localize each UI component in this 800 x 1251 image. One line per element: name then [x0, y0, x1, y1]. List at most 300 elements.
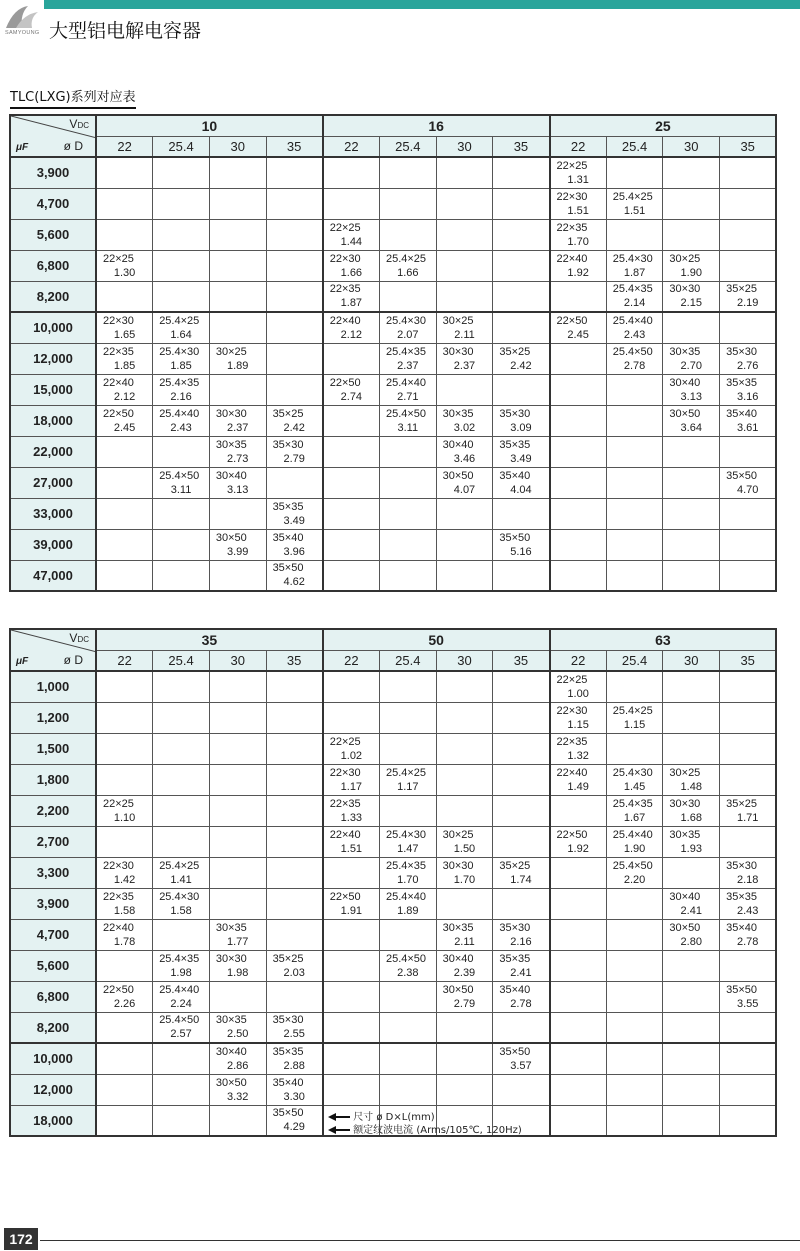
table-cell	[663, 250, 720, 281]
table-cell	[436, 919, 493, 950]
ripple-current: 2.70	[680, 359, 702, 372]
table-cell	[720, 1012, 777, 1043]
table-row	[10, 919, 776, 950]
table-cell	[96, 498, 153, 529]
table-cell	[436, 467, 493, 498]
table-cell	[606, 826, 663, 857]
ripple-current: 1.90	[680, 266, 702, 279]
table-cell	[436, 405, 493, 436]
capacitance-label: 1,800	[10, 764, 96, 795]
table-cell	[323, 560, 380, 591]
table-cell	[96, 826, 153, 857]
diameter-header: 30	[209, 650, 266, 671]
capacitance-label: 5,600	[10, 219, 96, 250]
table-cell	[379, 250, 436, 281]
table-cell	[550, 826, 607, 857]
table-cell	[436, 250, 493, 281]
ripple-current: 1.66	[340, 266, 363, 279]
ripple-current: 2.76	[736, 359, 759, 372]
table-cell	[493, 529, 550, 560]
case-size: 30×30	[669, 797, 701, 810]
table-cell	[606, 795, 663, 826]
table-cell	[153, 250, 210, 281]
ripple-current: 1.85	[170, 359, 192, 372]
table-cell	[606, 529, 663, 560]
table-cell	[493, 281, 550, 312]
diameter-header: 25.4	[379, 650, 436, 671]
table-cell	[96, 467, 153, 498]
case-size: 25.4×25	[159, 314, 200, 327]
diameter-header: 25.4	[606, 136, 663, 157]
case-size: 22×25	[329, 221, 361, 234]
header-accent-bar	[44, 0, 800, 9]
table-cell	[436, 702, 493, 733]
ripple-current: 2.78	[736, 935, 759, 948]
case-size: 35×40	[499, 469, 531, 482]
case-size: 25.4×50	[385, 407, 427, 420]
table-cell	[493, 671, 550, 702]
vdc-label: VDC	[69, 631, 89, 645]
ripple-current: 1.30	[113, 266, 136, 279]
case-size: 25.4×40	[612, 828, 653, 841]
ripple-current: 3.16	[736, 390, 759, 403]
ripple-current: 3.13	[227, 483, 249, 496]
ripple-current: 1.58	[113, 904, 136, 917]
ripple-current: 2.37	[227, 421, 249, 434]
ripple-current: 2.74	[340, 390, 363, 403]
table-cell	[550, 250, 607, 281]
capacitance-label: 39,000	[10, 529, 96, 560]
table-cell	[266, 374, 323, 405]
table-cell	[663, 981, 720, 1012]
diameter-header: 35	[493, 136, 550, 157]
table-cell	[209, 857, 266, 888]
table-cell	[209, 702, 266, 733]
case-size: 22×50	[103, 983, 134, 996]
case-size: 35×25	[726, 283, 757, 296]
table-cell	[266, 1105, 323, 1136]
table-cell	[266, 250, 323, 281]
ripple-current: 1.15	[623, 718, 646, 731]
diameter-header: 30	[209, 136, 266, 157]
case-size: 25.4×35	[159, 376, 200, 389]
case-size: 30×30	[215, 407, 247, 420]
diameter-header: 30	[663, 650, 720, 671]
table-cell	[436, 312, 493, 343]
table-cell	[720, 250, 777, 281]
case-size: 22×35	[329, 283, 361, 296]
case-size: 30×30	[215, 952, 247, 965]
table-cell	[209, 981, 266, 1012]
table-cell	[209, 950, 266, 981]
ripple-current: 2.15	[680, 297, 702, 310]
capacitance-label: 12,000	[10, 1074, 96, 1105]
table-cell	[436, 343, 493, 374]
table-cell	[323, 857, 380, 888]
ripple-current: 1.92	[567, 266, 589, 279]
ripple-current: 3.55	[736, 997, 759, 1010]
case-size: 30×50	[442, 469, 474, 482]
table-cell	[493, 188, 550, 219]
table-cell	[493, 919, 550, 950]
table-cell	[550, 312, 607, 343]
table-cell	[266, 188, 323, 219]
table-cell	[379, 702, 436, 733]
table-cell	[606, 250, 663, 281]
table-cell	[379, 950, 436, 981]
table-cell	[96, 1105, 153, 1136]
ripple-current: 2.37	[397, 359, 419, 372]
ripple-current: 1.10	[113, 811, 136, 824]
table-cell	[209, 405, 266, 436]
table-cell	[323, 795, 380, 826]
case-size: 22×35	[103, 890, 134, 903]
case-size: 25.4×40	[385, 376, 427, 389]
ripple-current: 3.99	[227, 545, 249, 558]
table-cell	[209, 281, 266, 312]
ripple-current: 1.67	[623, 811, 646, 824]
case-size: 22×40	[329, 314, 361, 327]
table-cell	[493, 950, 550, 981]
ripple-current: 4.07	[453, 483, 476, 496]
table-cell	[663, 919, 720, 950]
ripple-current: 2.43	[623, 328, 646, 341]
ripple-current: 4.62	[283, 576, 305, 589]
table-row	[10, 702, 776, 733]
ripple-current: 3.57	[510, 1059, 532, 1072]
table-cell	[720, 1105, 777, 1136]
case-size: 30×40	[215, 1045, 247, 1058]
table-cell	[323, 343, 380, 374]
table-cell	[663, 188, 720, 219]
table-cell	[550, 1105, 607, 1136]
table-cell	[663, 312, 720, 343]
table-cell	[663, 560, 720, 591]
ripple-current: 2.18	[736, 873, 759, 886]
capacitance-label: 10,000	[10, 1043, 96, 1074]
ripple-current: 1.58	[170, 904, 192, 917]
ripple-current: 1.47	[397, 842, 419, 855]
table-cell	[606, 157, 663, 188]
table-cell	[379, 857, 436, 888]
table-cell	[96, 312, 153, 343]
ripple-current: 1.70	[397, 873, 419, 886]
ripple-current: 2.03	[283, 966, 305, 979]
table-cell	[209, 436, 266, 467]
case-size: 30×30	[669, 283, 701, 296]
legend-size-line	[328, 1111, 522, 1124]
capacitance-label: 1,200	[10, 702, 96, 733]
case-size: 30×35	[215, 438, 247, 451]
table-cell	[209, 764, 266, 795]
table-cell	[153, 281, 210, 312]
case-size: 35×50	[499, 531, 531, 544]
table-cell	[323, 281, 380, 312]
capacitance-label: 6,800	[10, 981, 96, 1012]
ripple-current: 3.32	[227, 1090, 249, 1103]
ripple-current: 1.49	[567, 780, 589, 793]
table-cell	[720, 888, 777, 919]
ripple-current: 3.30	[283, 1090, 305, 1103]
case-size: 25.4×25	[159, 859, 200, 872]
ripple-current: 2.37	[453, 359, 476, 372]
capacitance-label: 3,300	[10, 857, 96, 888]
table-cell	[153, 733, 210, 764]
ripple-current: 2.42	[283, 421, 305, 434]
table-cell	[96, 219, 153, 250]
section-title: TLC(LXG)系列对应表	[10, 86, 136, 109]
table-cell	[606, 312, 663, 343]
table-cell	[606, 188, 663, 219]
diameter-header: 30	[663, 136, 720, 157]
table-row	[10, 405, 776, 436]
case-size: 35×30	[499, 921, 531, 934]
case-size: 30×50	[669, 407, 701, 420]
table-cell	[720, 312, 777, 343]
table-cell	[606, 374, 663, 405]
table-cell	[550, 950, 607, 981]
table-cell	[379, 343, 436, 374]
case-size: 30×50	[669, 921, 701, 934]
table-cell	[720, 157, 777, 188]
table-cell	[153, 981, 210, 1012]
case-size: 35×50	[726, 983, 757, 996]
table-row	[10, 1074, 776, 1105]
case-size: 35×35	[499, 438, 531, 451]
case-size: 22×35	[329, 797, 361, 810]
legend-size-label: 尺寸 ø D×L(mm)	[353, 1112, 435, 1123]
table-cell	[436, 560, 493, 591]
table-cell	[266, 560, 323, 591]
ripple-current: 3.49	[510, 452, 532, 465]
ripple-current: 1.42	[113, 873, 136, 886]
table-cell	[720, 795, 777, 826]
case-size: 25.4×40	[159, 983, 200, 996]
case-size: 35×35	[726, 890, 757, 903]
table-cell	[550, 919, 607, 950]
table-cell	[606, 1043, 663, 1074]
table-cell	[436, 374, 493, 405]
table-cell	[266, 343, 323, 374]
table-cell	[323, 919, 380, 950]
ripple-current: 2.24	[170, 997, 192, 1010]
table-cell	[153, 1043, 210, 1074]
table-cell	[266, 702, 323, 733]
diameter-header: 22	[550, 136, 607, 157]
table-cell	[266, 529, 323, 560]
case-size: 30×25	[442, 314, 474, 327]
diameter-header: 22	[323, 136, 380, 157]
ripple-current: 2.26	[113, 997, 136, 1010]
case-size: 22×50	[329, 890, 361, 903]
case-size: 30×35	[442, 407, 474, 420]
table-cell	[209, 826, 266, 857]
ripple-current: 1.66	[397, 266, 419, 279]
ripple-current: 1.51	[623, 204, 646, 217]
table-cell	[96, 888, 153, 919]
table-row	[10, 188, 776, 219]
ripple-current: 2.38	[397, 966, 419, 979]
capacitance-label: 2,200	[10, 795, 96, 826]
capacitance-label: 1,500	[10, 733, 96, 764]
case-size: 22×30	[103, 859, 134, 872]
table-cell	[323, 702, 380, 733]
table-cell	[153, 467, 210, 498]
table-cell	[379, 1074, 436, 1105]
case-size: 22×25	[103, 252, 134, 265]
ripple-current: 2.12	[340, 328, 363, 341]
case-size: 25.4×30	[159, 345, 200, 358]
table-cell	[96, 857, 153, 888]
table-cell	[323, 981, 380, 1012]
capacitance-label: 8,200	[10, 281, 96, 312]
table-cell	[96, 281, 153, 312]
table-cell	[550, 981, 607, 1012]
table-cell	[266, 1012, 323, 1043]
table-cell	[96, 374, 153, 405]
ripple-current: 2.78	[623, 359, 646, 372]
ripple-current: 2.50	[227, 1028, 249, 1041]
table-row	[10, 950, 776, 981]
table-cell	[663, 343, 720, 374]
case-size: 25.4×50	[612, 859, 653, 872]
table-cell	[663, 826, 720, 857]
diameter-header: 30	[436, 650, 493, 671]
table-cell	[550, 560, 607, 591]
case-size: 25.4×35	[612, 283, 653, 296]
ripple-current: 1.98	[170, 966, 192, 979]
table-row	[10, 157, 776, 188]
case-size: 30×35	[669, 345, 701, 358]
case-size: 25.4×30	[612, 252, 653, 265]
table-cell	[550, 1012, 607, 1043]
capacitance-label: 6,800	[10, 250, 96, 281]
diameter-header: 30	[436, 136, 493, 157]
table-cell	[323, 374, 380, 405]
ripple-current: 2.73	[227, 452, 249, 465]
page-title: 大型铝电解电容器	[49, 20, 202, 42]
table-cell	[550, 436, 607, 467]
table-cell	[606, 1012, 663, 1043]
table-row	[10, 671, 776, 702]
table-cell	[720, 919, 777, 950]
table-row	[10, 219, 776, 250]
table-cell	[550, 219, 607, 250]
table-cell	[209, 795, 266, 826]
table-cell	[96, 157, 153, 188]
table-cell	[663, 405, 720, 436]
ripple-current: 2.11	[454, 935, 475, 948]
table-cell	[436, 888, 493, 919]
table-cell	[550, 529, 607, 560]
table-cell	[663, 529, 720, 560]
ripple-current: 1.70	[453, 873, 476, 886]
table-cell	[266, 795, 323, 826]
diameter-header: 25.4	[153, 650, 210, 671]
case-size: 22×30	[103, 314, 134, 327]
table-cell	[550, 343, 607, 374]
table-cell	[209, 919, 266, 950]
case-size: 30×30	[442, 859, 474, 872]
case-size: 25.4×35	[612, 797, 653, 810]
table-cell	[209, 1074, 266, 1105]
ripple-current: 3.96	[283, 545, 305, 558]
table-cell	[266, 1074, 323, 1105]
case-size: 30×40	[669, 376, 701, 389]
table-cell	[96, 188, 153, 219]
table-cell	[323, 157, 380, 188]
table-cell	[436, 950, 493, 981]
uf-label: μF	[16, 656, 29, 667]
voltage-header-row	[10, 115, 776, 136]
table-cell	[323, 467, 380, 498]
voltage-header: 16	[323, 115, 550, 136]
table-cell	[153, 374, 210, 405]
table-cell	[209, 374, 266, 405]
table-cell	[493, 1043, 550, 1074]
table-row	[10, 374, 776, 405]
table-cell	[379, 919, 436, 950]
capacitance-label: 12,000	[10, 343, 96, 374]
table-cell	[436, 281, 493, 312]
diameter-header: 35	[266, 650, 323, 671]
table-cell	[663, 671, 720, 702]
table-cell	[663, 702, 720, 733]
table-cell	[720, 671, 777, 702]
table-cell	[493, 312, 550, 343]
case-size: 35×25	[499, 345, 531, 358]
case-size: 22×40	[556, 766, 588, 779]
table-cell	[153, 405, 210, 436]
table-cell	[663, 157, 720, 188]
table-cell	[720, 733, 777, 764]
ripple-current: 1.68	[680, 811, 702, 824]
table-cell	[720, 219, 777, 250]
table-cell	[550, 764, 607, 795]
table-cell	[720, 467, 777, 498]
table-cell	[493, 733, 550, 764]
table-cell	[379, 764, 436, 795]
table-cell	[493, 219, 550, 250]
case-size: 35×40	[499, 983, 531, 996]
table-cell	[153, 1105, 210, 1136]
ripple-current: 1.50	[453, 842, 476, 855]
table-cell	[96, 405, 153, 436]
ripple-current: 2.71	[397, 390, 419, 403]
capacitance-label: 18,000	[10, 1105, 96, 1136]
ripple-current: 1.02	[340, 749, 363, 762]
table-cell	[266, 281, 323, 312]
table-cell	[606, 436, 663, 467]
table-cell	[720, 436, 777, 467]
voltage-header: 35	[96, 629, 323, 650]
voltage-header: 50	[323, 629, 550, 650]
table-cell	[209, 157, 266, 188]
table-cell	[379, 467, 436, 498]
table-cell	[323, 1043, 380, 1074]
ripple-current: 2.88	[283, 1059, 305, 1072]
table-row	[10, 467, 776, 498]
table-cell	[209, 250, 266, 281]
case-size: 22×30	[329, 766, 361, 779]
table-cell	[436, 857, 493, 888]
case-size: 35×30	[272, 1014, 304, 1027]
table-cell	[550, 733, 607, 764]
case-size: 25.4×25	[385, 766, 427, 779]
table-cell	[266, 826, 323, 857]
case-size: 35×50	[499, 1045, 531, 1058]
table-cell	[663, 950, 720, 981]
